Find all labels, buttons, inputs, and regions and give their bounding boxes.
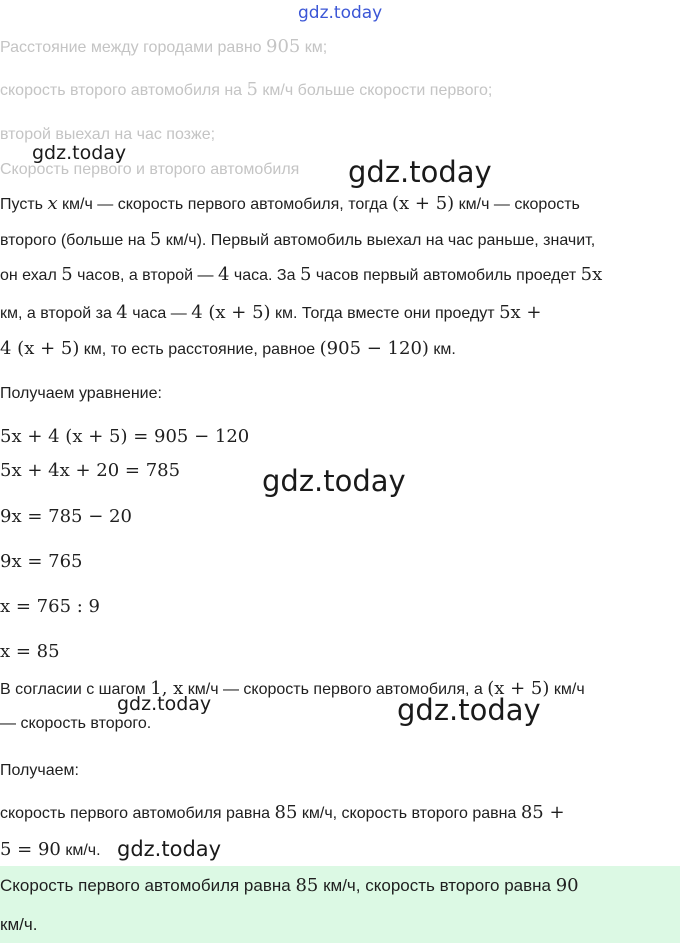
result-line-2: 5 = 90 км/ч. [0, 839, 101, 860]
answer-line-2: км/ч. [0, 915, 38, 934]
para-line-2: второго (больше на 5 км/ч). Первый автомобиль выехал на час раньше, значит, [0, 229, 596, 250]
step-line-2: — скорость второго. [0, 715, 152, 732]
given-line-2: скорость второго автомобиля на 5 км/ч больше скорости первого; [0, 79, 493, 100]
given-line-1: Расстояние между городами равно 905 км; [0, 36, 328, 57]
para-line-1: Пусть x км/ч — скорость первого автомобиля, тогда (x + 5) км/ч — скорость [0, 193, 580, 214]
equation-line: 5x + 4x + 20 = 785 [0, 460, 181, 481]
equation-label: Получаем уравнение: [0, 385, 162, 402]
para-line-5: 4 (x + 5) км, то есть расстояние, равное (905 − 120) км. [0, 338, 456, 359]
equation-line: 5x + 4 (x + 5) = 905 − 120 [0, 426, 250, 447]
answer-box [0, 866, 680, 943]
watermark: gdz.today [117, 693, 212, 715]
result-line-1: скорость первого автомобиля равна 85 км/ч, скорость второго равна 85 + [0, 802, 565, 823]
watermark: gdz.today [32, 142, 127, 164]
step-line-1: В согласии с шагом 1, x км/ч — скорость первого автомобиля, а (x + 5) км/ч [0, 678, 585, 699]
para-line-3: он ехал 5 часов, а второй — 4 часа. За 5 часов первый автомобиль проедет 5x [0, 264, 603, 285]
given-line-4: Скорость первого и второго автомобиля [0, 161, 300, 178]
watermark: gdz.today [348, 155, 492, 189]
result-label: Получаем: [0, 762, 79, 779]
equation-line: x = 765 : 9 [0, 596, 100, 617]
site-watermark-top: gdz.today [298, 3, 383, 23]
answer-line-1: Скорость первого автомобиля равна 85 км/ч, скорость второго равна 90 [0, 875, 579, 896]
watermark: gdz.today [262, 464, 406, 498]
given-line-3: второй выехал на час позже; [0, 126, 216, 143]
watermark: gdz.today [397, 693, 541, 727]
watermark: gdz.today [117, 837, 222, 861]
equation-line: 9x = 765 [0, 551, 83, 572]
equation-line: 9x = 785 − 20 [0, 506, 132, 527]
equation-line: x = 85 [0, 641, 60, 662]
para-line-4: км, а второй за 4 часа — 4 (x + 5) км. Тогда вместе они проедут 5x + [0, 302, 542, 323]
